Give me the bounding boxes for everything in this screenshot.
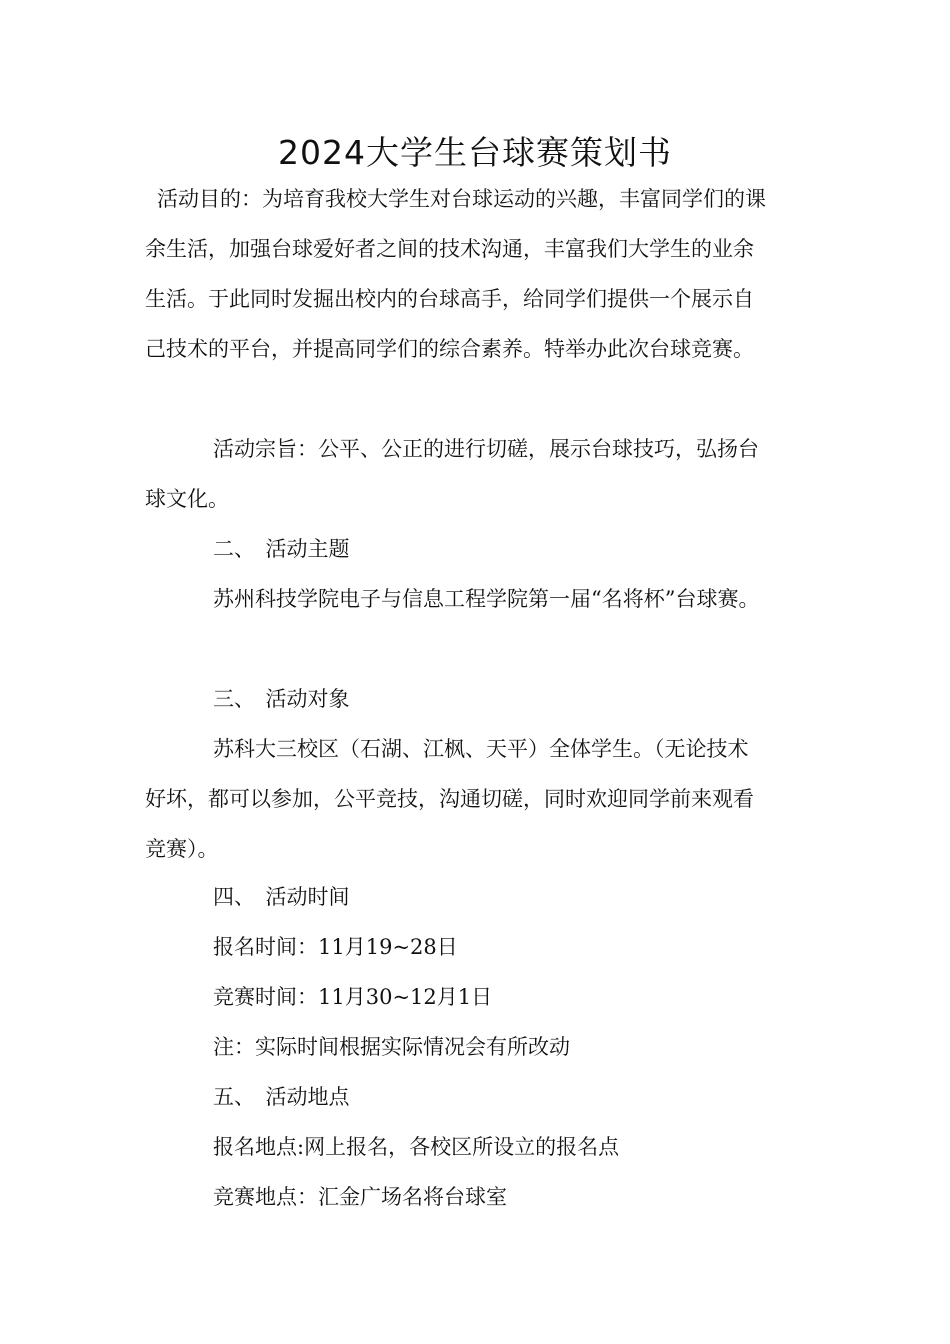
- registration-time: 报名时间：11月19~28日: [213, 935, 458, 959]
- purpose-line-3: 生活。于此同时发掘出校内的台球高手，给同学们提供一个展示自: [145, 287, 754, 311]
- competition-time: 竞赛时间：11月30~12月1日: [213, 985, 493, 1009]
- theme-text: 苏州科技学院电子与信息工程学院第一届“名将杯”台球赛。: [213, 587, 760, 611]
- purpose-line-4: 己技术的平台，并提高同学们的综合素养。特举办此次台球竞赛。: [145, 337, 754, 361]
- time-note: 注：实际时间根据实际情况会有所改动: [213, 1035, 570, 1059]
- audience-line-2: 好坏，都可以参加，公平竞技，沟通切磋，同时欢迎同学前来观看: [145, 787, 754, 811]
- registration-venue: 报名地点:网上报名，各校区所设立的报名点: [213, 1135, 620, 1159]
- section-heading-time: 四、 活动时间: [213, 885, 350, 909]
- section-heading-audience: 三、 活动对象: [213, 687, 350, 711]
- audience-line-1: 苏科大三校区（石湖、江枫、天平）全体学生。（无论技术: [213, 737, 749, 761]
- audience-line-3: 竞赛）。: [145, 837, 219, 861]
- section-heading-theme: 二、 活动主题: [213, 537, 350, 561]
- document-title: 2024大学生台球赛策划书: [278, 133, 672, 172]
- tenet-line-1: 活动宗旨：公平、公正的进行切磋，展示台球技巧，弘扬台: [213, 437, 759, 461]
- purpose-line-2: 余生活，加强台球爱好者之间的技术沟通，丰富我们大学生的业余: [145, 237, 754, 261]
- competition-venue: 竞赛地点：汇金广场名将台球室: [213, 1185, 507, 1209]
- purpose-line-1: 活动目的：为培育我校大学生对台球运动的兴趣，丰富同学们的课: [157, 187, 766, 211]
- tenet-line-2: 球文化。: [145, 487, 229, 511]
- section-heading-venue: 五、 活动地点: [213, 1085, 350, 1109]
